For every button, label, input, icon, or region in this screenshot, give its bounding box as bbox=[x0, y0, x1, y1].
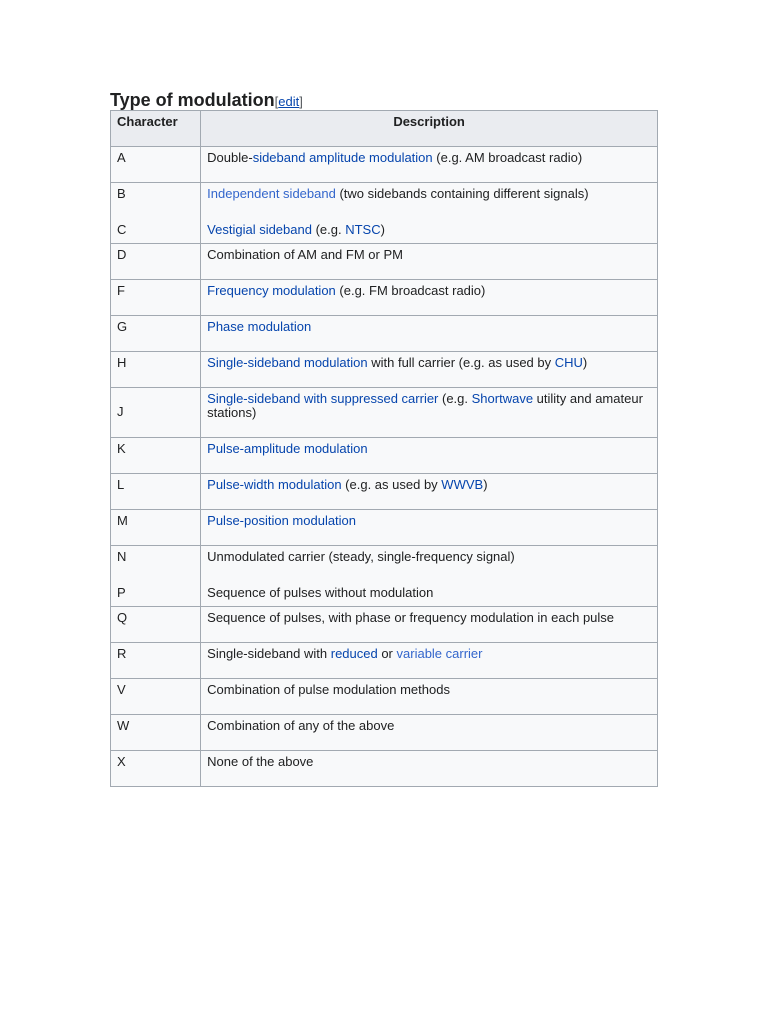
character-cell bbox=[111, 715, 201, 751]
description-cell bbox=[201, 183, 658, 244]
table-row bbox=[111, 643, 658, 679]
description-text: ) bbox=[380, 222, 385, 237]
description-cell bbox=[201, 546, 658, 607]
article-link[interactable]: Shortwave bbox=[471, 391, 534, 406]
description-text: ) bbox=[582, 355, 588, 370]
article-link[interactable]: sideband amplitude modulation bbox=[252, 150, 433, 165]
description-text: None of the above bbox=[207, 754, 314, 769]
description-text: Combination of pulse modulation methods bbox=[207, 682, 450, 697]
description-line bbox=[207, 392, 651, 420]
table-row bbox=[111, 183, 658, 244]
character-code: M bbox=[117, 513, 128, 528]
description-text: Sequence of pulses, with phase or frequency modulation in each pulse bbox=[207, 610, 615, 625]
article-link[interactable]: WWVB bbox=[441, 477, 484, 492]
character-cell bbox=[111, 147, 201, 183]
description-text: or bbox=[377, 646, 397, 661]
description-cell bbox=[201, 643, 658, 679]
edit-link[interactable]: edit bbox=[278, 94, 300, 109]
table-row bbox=[111, 280, 658, 316]
character-cell bbox=[111, 679, 201, 715]
character-cell bbox=[111, 244, 201, 280]
header-character: Character bbox=[111, 111, 201, 147]
description-line bbox=[207, 478, 651, 492]
character-cell bbox=[111, 388, 201, 438]
description-line bbox=[207, 187, 651, 201]
character-code: J bbox=[117, 403, 124, 419]
article-link[interactable]: Frequency modulation bbox=[207, 283, 336, 298]
table-row bbox=[111, 147, 658, 183]
character-code: L bbox=[117, 477, 125, 492]
description-line bbox=[207, 550, 651, 564]
article-link[interactable]: Pulse-position modulation bbox=[207, 513, 357, 528]
section-title: Type of modulation bbox=[110, 90, 275, 110]
table-row bbox=[111, 751, 658, 787]
description-cell bbox=[201, 751, 658, 787]
description-text: (e.g. FM broadcast radio) bbox=[335, 283, 486, 298]
description-text: (e.g. bbox=[311, 222, 346, 237]
header-description: Description bbox=[201, 111, 658, 147]
description-cell bbox=[201, 607, 658, 643]
article-link[interactable]: Vestigial sideband bbox=[207, 222, 312, 237]
description-text: (e.g. bbox=[438, 391, 472, 406]
table-row bbox=[111, 316, 658, 352]
description-line bbox=[207, 442, 651, 456]
character-code: K bbox=[117, 441, 126, 456]
description-text: Sequence of pulses without modulation bbox=[207, 585, 434, 600]
description-text: with full carrier (e.g. as used by bbox=[367, 355, 555, 370]
character-code: H bbox=[117, 355, 127, 370]
description-text: Combination of AM and FM or PM bbox=[207, 247, 403, 262]
description-text: ) bbox=[483, 477, 488, 492]
article-link[interactable]: Pulse-width modulation bbox=[207, 477, 342, 492]
character-cell bbox=[111, 751, 201, 787]
character-code: N bbox=[117, 549, 127, 564]
description-line bbox=[207, 284, 651, 298]
character-code: G bbox=[117, 319, 128, 334]
description-line bbox=[207, 719, 651, 733]
article-link[interactable]: CHU bbox=[554, 355, 583, 370]
description-line bbox=[207, 647, 651, 661]
description-line bbox=[207, 223, 651, 237]
character-cell bbox=[111, 438, 201, 474]
character-cell bbox=[111, 280, 201, 316]
table-row bbox=[111, 510, 658, 546]
table-row bbox=[111, 546, 658, 607]
modulation-type-table bbox=[110, 110, 658, 787]
character-code: B bbox=[117, 186, 126, 201]
description-cell bbox=[201, 147, 658, 183]
description-text: Combination of any of the above bbox=[207, 718, 395, 733]
description-cell bbox=[201, 388, 658, 438]
description-line bbox=[207, 248, 651, 262]
description-text: Double- bbox=[207, 150, 253, 165]
character-cell bbox=[111, 352, 201, 388]
character-cell bbox=[111, 510, 201, 546]
description-cell bbox=[201, 474, 658, 510]
character-code: D bbox=[117, 247, 127, 262]
description-cell bbox=[201, 510, 658, 546]
character-code: V bbox=[117, 682, 126, 697]
character-cell bbox=[111, 316, 201, 352]
character-code: F bbox=[117, 283, 125, 298]
description-cell bbox=[201, 679, 658, 715]
character-cell bbox=[111, 607, 201, 643]
description-line bbox=[207, 683, 651, 697]
article-link[interactable]: variable carrier bbox=[396, 646, 483, 661]
description-line bbox=[207, 755, 651, 769]
table-header-row bbox=[111, 111, 658, 147]
character-code: P bbox=[117, 585, 126, 600]
description-cell bbox=[201, 316, 658, 352]
character-code: R bbox=[117, 646, 127, 661]
description-cell bbox=[201, 280, 658, 316]
description-line bbox=[207, 586, 651, 600]
character-cell bbox=[111, 474, 201, 510]
description-text: utility and amateur stations) bbox=[207, 391, 643, 420]
description-line bbox=[207, 514, 651, 528]
character-code: X bbox=[117, 754, 126, 769]
table-row bbox=[111, 244, 658, 280]
table-body bbox=[111, 147, 658, 787]
description-cell bbox=[201, 352, 658, 388]
article-link[interactable]: Phase modulation bbox=[207, 319, 312, 334]
description-line bbox=[207, 611, 651, 625]
article-link[interactable]: NTSC bbox=[345, 222, 381, 237]
table-row bbox=[111, 607, 658, 643]
description-line bbox=[207, 320, 651, 334]
edit-section: [edit] bbox=[274, 94, 303, 109]
character-code: C bbox=[117, 222, 127, 237]
description-text: (e.g. as used by bbox=[341, 477, 442, 492]
table-row bbox=[111, 438, 658, 474]
article-link[interactable]: Independent sideband bbox=[207, 186, 336, 201]
table-row bbox=[111, 679, 658, 715]
article-link[interactable]: Single-sideband modulation bbox=[207, 355, 368, 370]
description-cell bbox=[201, 244, 658, 280]
description-text: Unmodulated carrier (steady, single-frequency signal) bbox=[207, 549, 515, 564]
article-link[interactable]: Pulse-amplitude modulation bbox=[207, 441, 368, 456]
table-row bbox=[111, 388, 658, 438]
character-code: Q bbox=[117, 610, 128, 625]
character-cell bbox=[111, 546, 201, 607]
description-cell bbox=[201, 438, 658, 474]
description-text: (two sidebands containing different signals) bbox=[335, 186, 589, 201]
table-row bbox=[111, 352, 658, 388]
description-line bbox=[207, 356, 651, 370]
character-cell bbox=[111, 183, 201, 244]
table-row bbox=[111, 715, 658, 751]
character-code: W bbox=[117, 718, 130, 733]
article-link[interactable]: reduced bbox=[330, 646, 378, 661]
character-cell bbox=[111, 643, 201, 679]
table-row bbox=[111, 474, 658, 510]
character-code: A bbox=[117, 150, 126, 165]
description-cell bbox=[201, 715, 658, 751]
description-line bbox=[207, 151, 651, 165]
article-link[interactable]: Single-sideband with suppressed carrier bbox=[207, 391, 439, 406]
description-text: Single-sideband with bbox=[207, 646, 331, 661]
description-text: (e.g. AM broadcast radio) bbox=[432, 150, 583, 165]
